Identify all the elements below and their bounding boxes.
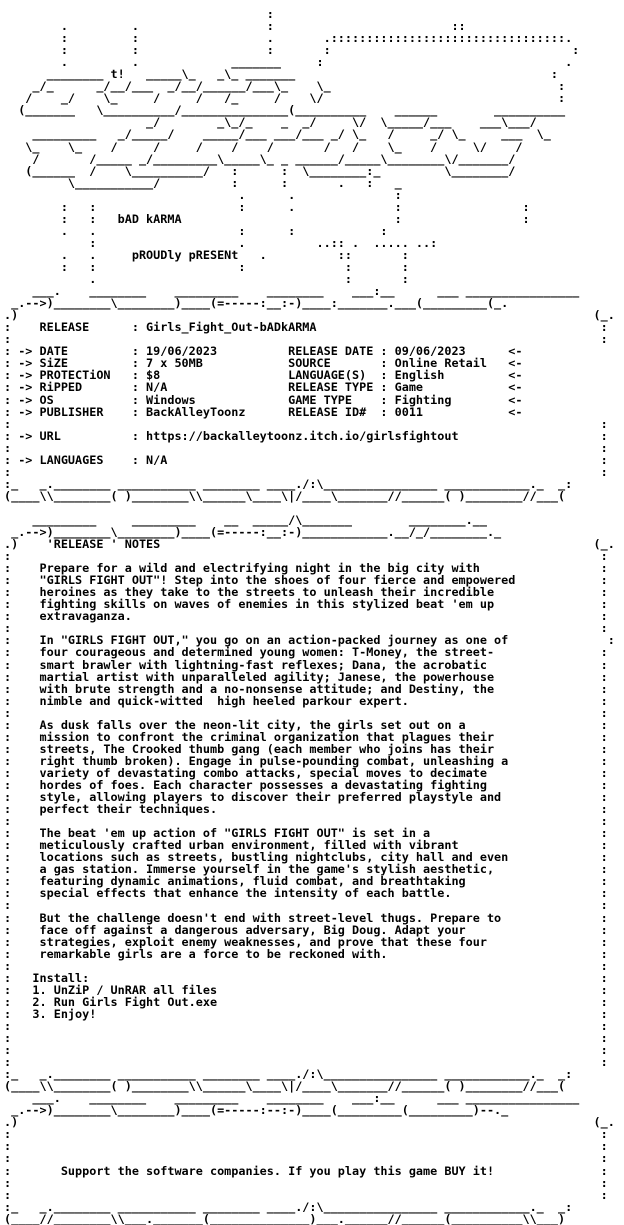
logo-art-line: : (4, 8, 274, 21)
notes-box-text-line: : face off against a dangerous adversary, Big Doug. Adapt your : (4, 922, 608, 937)
notes-box-text-line: : variety of devastating combo attacks, special moves to decimate : (4, 765, 608, 780)
notes-box-text-line: : locations such as streets, bustling nightclubs, city hall and even : (4, 850, 608, 865)
release-box-border-line: ___. ________ _________ ________ ___:__ ___ ________________ (4, 284, 580, 299)
logo-art-line: . . pROUDly pRESENt . :: : (4, 247, 409, 262)
notes-box-text-line: : meticulously crafted urban environment, filled with vibrant : (4, 838, 608, 853)
notes-box-text-line: : The beat 'em up action of "GIRLS FIGHT OUT" is set in a : (4, 826, 608, 841)
notes-box-text-line: : smart brawler with lightning-fast reflexes; Dana, the acrobatic : (4, 657, 608, 672)
logo-art-line: : : : . : : (4, 199, 530, 214)
release-box-text-line: : -> OS : Windows GAME TYPE : Fighting <- (4, 392, 601, 407)
logo-art-line: _/ _\_/_ _ _/ \/ \_____/___ ___\___/ (4, 115, 537, 130)
logo-art-line: : : : : : (4, 43, 580, 58)
notes-box-text-line: : : (4, 958, 608, 973)
notes-box-text-line: : fighting skills on waves of enemies in this stylized beat 'em up : (4, 597, 608, 612)
logo-art-line: . . : :: (4, 19, 466, 34)
logo-art-line: : : bAD kARMA : : (4, 211, 530, 226)
support-box-text-line: : Support the software companies. If you play this game BUY it! : (4, 1163, 608, 1178)
logo-art-line: _/_ _/__/___ _/__/______/___\_ \_ : (4, 79, 566, 94)
notes-box-text-line: : In "GIRLS FIGHT OUT," you go on an action-packed journey as one of : (4, 633, 615, 648)
release-box-border-line: :_ _.________ ___________ ________ ____./:\________________ ____________._ _: (4, 476, 573, 491)
notes-box-border-line: _________ _________ __ _____/\_______ ________.__ (4, 512, 487, 527)
release-box-text-line: : -> RiPPED : N/A RELEASE TYPE : Game <- (4, 380, 601, 395)
notes-box-text-line: : mission to confront the criminal organization that plagues their : (4, 729, 608, 744)
notes-box-text-line: : "GIRLS FIGHT OUT"! Step into the shoes of four fierce and empowered : (4, 573, 608, 588)
notes-box-text-line: : strategies, exploit enemy weaknesses, and prove that these four : (4, 934, 608, 949)
release-box-text-line: : -> LANGUAGES : N/A : (4, 452, 608, 467)
notes-box-text-line: : hordes of foes. Each character possesses a devastating fighting : (4, 778, 608, 792)
notes-box-text-line: : : (4, 705, 608, 720)
release-box-text-line: : : (4, 464, 608, 479)
notes-box-text-line: : special effects that enhance the intensity of each battle. : (4, 886, 608, 901)
support-box-text-line: : : (4, 1187, 608, 1202)
release-box-text-line: : -> SiZE : 7 x 50MB SOURCE : Online Retail <- (4, 356, 601, 371)
notes-box-text-line: : right thumb broken). Engage in pulse-pounding combat, unleashing a : (4, 753, 608, 768)
release-box-border-line: _.-->)________\________)____(=-----:__:-)____:_______.___(_________(_. (4, 296, 509, 311)
notes-box-border-line: :_ _.________ ___________ ________ ____./:\________________ ____________._ _: (4, 1067, 573, 1082)
notes-box-text-line: : heroines as they take to the streets to unleash their incredible : (4, 585, 608, 600)
release-box-text-line: : -> URL : https://backalleytoonz.itch.io/girlsfightout : (4, 428, 608, 443)
release-box-text-line: : : (4, 440, 608, 455)
release-box-text-line: : -> PROTECTiON : $8 LANGUAGE(S) : English <- (4, 368, 601, 383)
logo-art-line: : : : : : (4, 259, 409, 274)
release-box-text-line: : : (4, 416, 608, 431)
logo-art-line: / /_____ _/_________\_____\_ _ ______/_____\________\/_______/ (4, 151, 516, 166)
notes-box-text-line: : Install: : (4, 970, 608, 985)
notes-box-text-line: : with brute strength and a no-nonsense attitude; and Destiny, the : (4, 681, 608, 696)
notes-box-text-line: : extravaganza. : (4, 609, 608, 624)
support-box-border-line: _.-->)________\________)____(=-----:--:-)____(_________(_________)--._ (4, 1103, 509, 1118)
support-box-text-line: : : (4, 1127, 608, 1142)
notes-box-text-line: : : (4, 1030, 608, 1045)
logo-art-line: (_______ \__________/_______________(__________ ______ __________ (4, 103, 566, 118)
logo-art-line: _________ _/_____/ _____/___ ___/___ _/ \_ / _/ \_ ___ \_ (4, 127, 551, 142)
logo-art-line: \___________/ : : . : _ (4, 175, 402, 190)
notes-box-text-line: : 1. UnZiP / UnRAR all files : (4, 982, 608, 997)
support-box-border-line: ___. ________ _________ ________ ___:__ ___ ________________ (4, 1091, 580, 1106)
notes-box-text-line: : featuring dynamic animations, fluid combat, and breathtaking : (4, 874, 608, 889)
notes-box-border-line: .) 'RELEASE ' NOTES (_. (4, 537, 615, 552)
notes-box-text-line: : But the challenge doesn't end with street-level thugs. Prepare to : (4, 910, 608, 925)
notes-box-text-line: : style, allowing players to discover their preferred playstyle and : (4, 790, 608, 805)
logo-art-line: : . ..:: . ..... ..: (4, 235, 438, 250)
notes-box-text-line: : : (4, 1018, 608, 1033)
notes-box-text-line: : remarkable girls are a force to be reckoned with. : (4, 946, 608, 961)
release-box-text-line: : -> PUBLISHER : BackAlleyToonz RELEASE ID# : 0011 <- (4, 404, 601, 419)
notes-box-text-line: : Prepare for a wild and electrifying night in the big city with : (4, 561, 608, 576)
release-box-border-line: (____\\________( )________\\______\____\|/____\_______//______( )________//___( (4, 488, 566, 503)
support-box-text-line: : : (4, 1139, 608, 1154)
notes-box-text-line: : : (4, 898, 608, 913)
release-box-text-line: : : (4, 332, 608, 347)
support-box-border-line: (____//________\\___._______(______________)___.______//______(__________\\___) (4, 1211, 566, 1225)
support-box-border-line: :_ _.________ ___________ ________ ____./:\________________ ____________._ _: (4, 1199, 573, 1214)
logo-art-line: ________ t! _____\_ _\_ _______ : (4, 67, 558, 82)
release-box-text-line: : -> DATE : 19/06/2023 RELEASE DATE : 09/06/2023 <- (4, 344, 601, 359)
notes-box-text-line: : : (4, 549, 608, 564)
notes-box-text-line: : : (4, 1043, 608, 1058)
support-box-border-line: .) (_. (4, 1115, 615, 1130)
logo-art-line: (______ / \__________/ : : \________:_ \________/ (4, 163, 516, 178)
support-box-text-line: : : (4, 1151, 608, 1166)
notes-box-text-line: : 3. Enjoy! : (4, 1006, 608, 1021)
logo-art-line: : : . .:::::::::::::::::::::::::::::::::. (4, 31, 573, 46)
notes-box-text-line: : martial artist with unparalleled agility; Janese, the powerhouse : (4, 669, 608, 684)
notes-box-text-line: : four courageous and determined young women: T-Money, the street- : (4, 645, 608, 660)
logo-art-line: . . _______ : . (4, 55, 573, 70)
notes-box-text-line: : : (4, 1055, 608, 1070)
logo-art-line: . . : : : (4, 223, 388, 238)
notes-box-text-line: : streets, The Crooked thumb gang (each member who joins has their : (4, 741, 608, 756)
notes-box-text-line: : : (4, 621, 608, 636)
nfo-document (4, 8, 620, 1225)
support-box-text-line: : : (4, 1175, 608, 1190)
notes-box-border-line: (____\\________( )________\\______\____\|/____\_______//______( )________//___( (4, 1079, 566, 1094)
logo-art-line: / _/ \_ / / /_ / \/ : (4, 91, 566, 106)
logo-art-line: . : : (4, 272, 409, 287)
logo-art-line: \_ \_ / / / / / / / \_ / \/ / (4, 139, 523, 154)
logo-art-line: . . : (4, 187, 402, 202)
notes-box-text-line: : As dusk falls over the neon-lit city, the girls set out on a : (4, 717, 608, 732)
notes-box-text-line: : perfect their techniques. : (4, 802, 608, 817)
release-box-border-line: .) (_. (4, 308, 615, 323)
notes-box-text-line: : nimble and quick-witted high heeled parkour expert. : (4, 693, 608, 708)
notes-box-text-line: : 2. Run Girls Fight Out.exe : (4, 994, 608, 1009)
release-box-text-line: : RELEASE : Girls_Fight_Out-bADkARMA : (4, 320, 608, 335)
notes-box-border-line: _.-->)________\________)____(=-----:__:-)____________.__/_/________._ (4, 525, 502, 540)
notes-box-text-line: : a gas station. Immerse yourself in the game's stylish aesthetic, : (4, 862, 608, 877)
notes-box-text-line: : : (4, 814, 608, 829)
